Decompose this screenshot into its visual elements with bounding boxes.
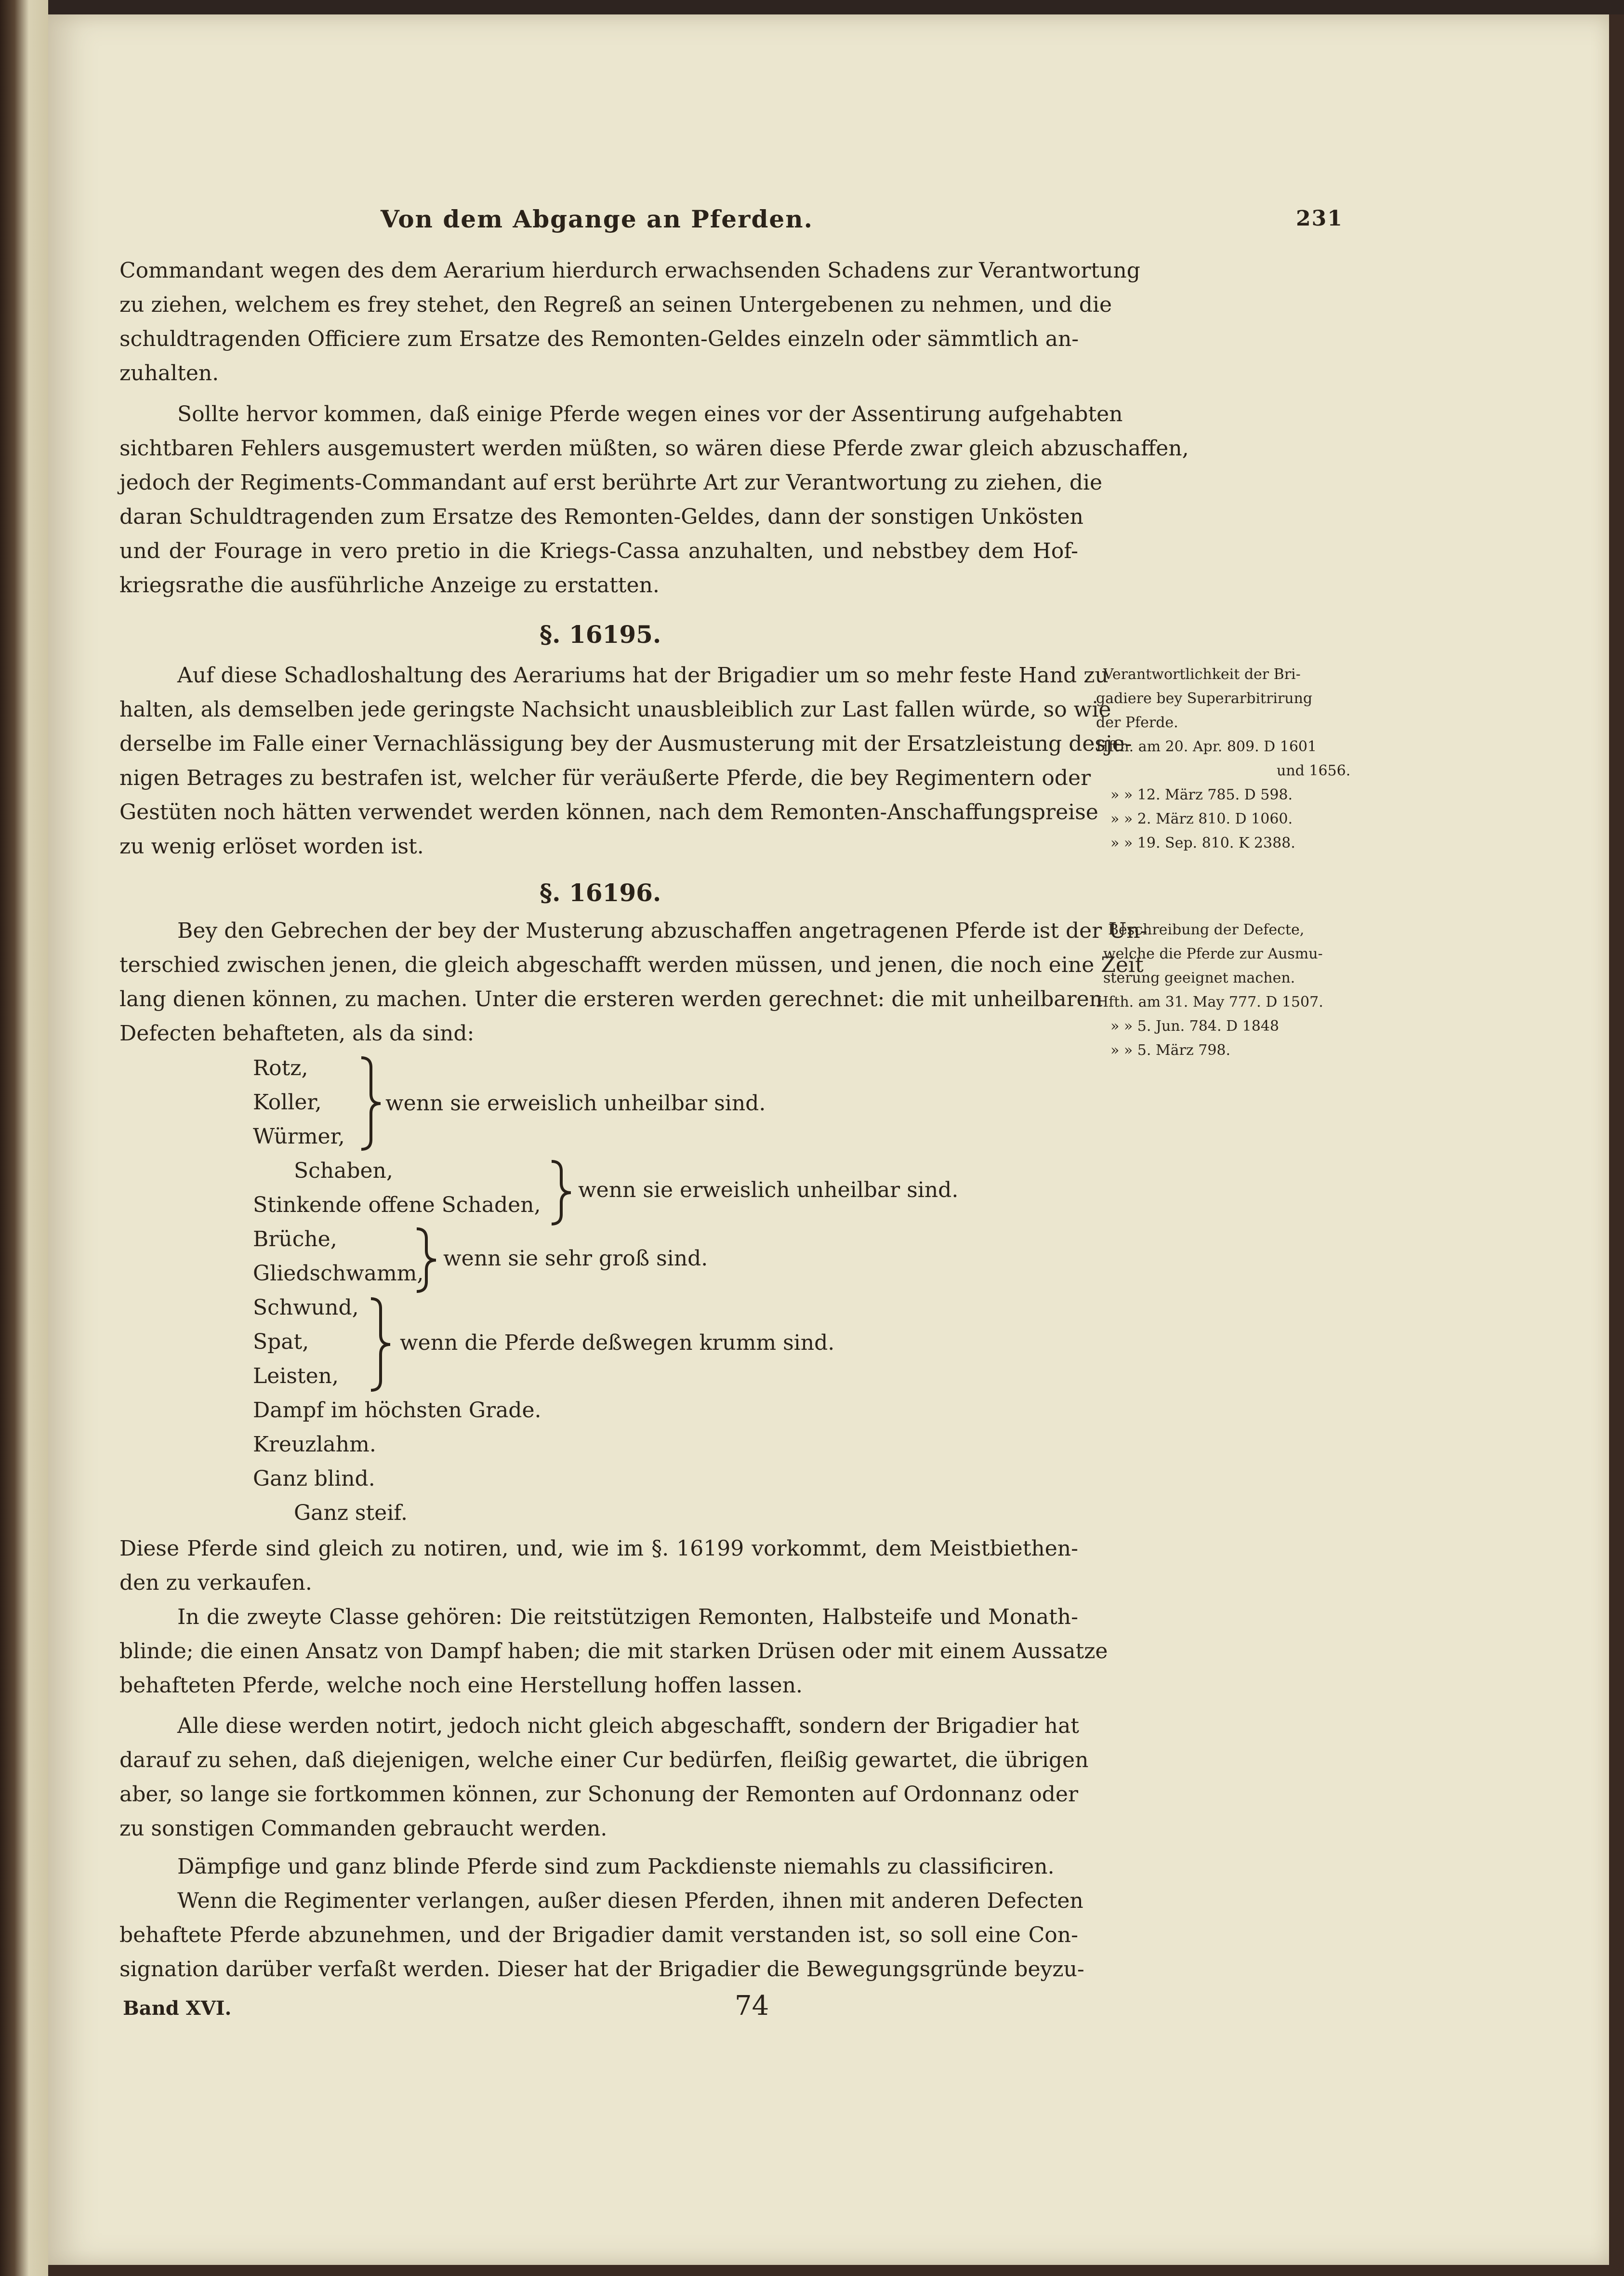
body-line: lang dienen können, zu machen. Unter die ersteren werden gerechnet: die mit unheilbaren <box>119 987 1103 1012</box>
defect-item: Würmer, <box>253 1124 345 1149</box>
margin-note-line: Verantwortlichkeit der Bri- <box>1103 666 1301 683</box>
body-line: zu sonstigen Commanden gebraucht werden. <box>119 1816 607 1841</box>
margin-note-line: welche die Pferde zur Ausmu- <box>1103 945 1323 962</box>
body-line: behafteten Pferde, welche noch eine Herstellung hoffen lassen. <box>119 1673 803 1698</box>
defect-item: Spat, <box>253 1330 309 1354</box>
defect-item: Ganz steif. <box>294 1501 408 1525</box>
margin-note-line: » » 2. März 810. D 1060. <box>1110 811 1293 827</box>
body-line: sichtbaren Fehlers ausgemustert werden müßten, so wären diese Pferde zwar gleich abzuschaffen, <box>119 436 1189 461</box>
margin-note-line: und 1656. <box>1277 762 1351 779</box>
defect-item: Dampf im höchsten Grade. <box>253 1398 541 1423</box>
body-line: kriegsrathe die ausführliche Anzeige zu erstatten. <box>119 573 660 598</box>
defect-note: wenn sie sehr groß sind. <box>443 1246 708 1271</box>
body-line: aber, so lange sie fortkommen können, zur Schonung der Remonten auf Ordonnanz oder <box>119 1782 1078 1807</box>
defect-item: Kreuzlahm. <box>253 1432 376 1457</box>
margin-note-line: » » 19. Sep. 810. K 2388. <box>1110 835 1295 852</box>
body-line: derselbe im Falle einer Vernachlässigung bey der Ausmusterung mit der Ersatzleistung desje- <box>119 732 1132 756</box>
defect-item: Rotz, <box>253 1056 308 1080</box>
body-line: Wenn die Regimenter verlangen, außer diesen Pferden, ihnen mit anderen Defecten <box>177 1889 1083 1913</box>
curly-brace <box>544 1159 578 1226</box>
defect-item: Gliedschwamm, <box>253 1261 424 1286</box>
body-line: zu ziehen, welchem es frey stehet, den Regreß an seinen Untergebenen zu nehmen, und die <box>119 293 1112 317</box>
defect-note: wenn sie erweislich unheilbar sind. <box>385 1091 766 1116</box>
section-number-16196: §. 16196. <box>540 878 661 907</box>
body-line: zuhalten. <box>119 361 219 386</box>
body-line: blinde; die einen Ansatz von Dampf haben; die mit starken Drüsen oder mit einem Aussatze <box>119 1639 1108 1664</box>
body-line: Sollte hervor kommen, daß einige Pferde wegen eines vor der Assentirung aufgehabten <box>177 402 1123 426</box>
body-line: Alle diese werden notirt, jedoch nicht gleich abgeschafft, sondern der Brigadier hat <box>177 1714 1079 1738</box>
body-line: Auf diese Schadloshaltung des Aerariums hat der Brigadier um so mehr feste Hand zu <box>177 663 1109 688</box>
volume-label: Band XVI. <box>123 1997 232 2020</box>
body-line: schuldtragenden Officiere zum Ersatze des Remonten-Geldes einzeln oder sämmtlich an- <box>119 327 1079 351</box>
margin-note-line: Hfth. am 20. Apr. 809. D 1601 <box>1096 738 1317 755</box>
margin-note-line: Beschreibung der Defecte, <box>1108 921 1305 938</box>
margin-note-line: der Pferde. <box>1096 714 1178 731</box>
book-spine-edge <box>0 0 48 2276</box>
body-line: und der Fourage in vero pretio in die Kriegs-Cassa anzuhalten, und nebstbey dem Hof- <box>119 539 1078 563</box>
body-line: halten, als demselben jede geringste Nachsicht unausbleiblich zur Last fallen würde, so wie <box>119 697 1111 722</box>
body-line: terschied zwischen jenen, die gleich abgeschafft werden müssen, und jenen, die noch eine Zeit <box>119 953 1144 977</box>
defect-note: wenn die Pferde deßwegen krumm sind. <box>400 1331 835 1355</box>
body-line: behaftete Pferde abzunehmen, und der Brigadier damit verstanden ist, so soll eine Con- <box>119 1923 1078 1947</box>
curly-brace <box>409 1226 443 1294</box>
defect-item: Schwund, <box>253 1295 359 1320</box>
curly-brace <box>361 1296 395 1393</box>
defect-item: Ganz blind. <box>253 1466 375 1491</box>
defect-item: Koller, <box>253 1090 322 1115</box>
page-number: 231 <box>1296 206 1343 231</box>
body-line: Defecten behafteten, als da sind: <box>119 1021 475 1046</box>
body-line: nigen Betrages zu bestrafen ist, welcher für veräußerte Pferde, die bey Regimentern oder <box>119 766 1091 790</box>
scan-top-edge <box>48 0 1624 14</box>
defect-item: Stinkende offene Schaden, <box>253 1193 541 1217</box>
body-line: darauf zu sehen, daß diejenigen, welche einer Cur bedürfen, fleißig gewartet, die übrigen <box>119 1748 1089 1772</box>
body-line: den zu verkaufen. <box>119 1571 312 1595</box>
body-line: zu wenig erlöset worden ist. <box>119 834 424 859</box>
margin-note-line: » » 12. März 785. D 598. <box>1110 786 1293 803</box>
defect-item: Brüche, <box>253 1227 337 1251</box>
running-header: Von dem Abgange an Pferden. <box>381 205 813 233</box>
margin-note-line: » » 5. Jun. 784. D 1848 <box>1110 1018 1279 1035</box>
body-line: Commandant wegen des dem Aerarium hierdurch erwachsenden Schadens zur Verantwortung <box>119 258 1140 283</box>
margin-note-line: gadiere bey Superarbitrirung <box>1096 690 1313 707</box>
body-line: jedoch der Regiments-Commandant auf erst berührte Art zur Verantwortung zu ziehen, die <box>119 470 1103 495</box>
curly-brace <box>352 1055 385 1152</box>
margin-note-line: » » 5. März 798. <box>1110 1042 1231 1059</box>
body-line: signation darüber verfaßt werden. Dieser hat der Brigadier die Bewegungsgründe beyzu- <box>119 1957 1084 1982</box>
body-line: Gestüten noch hätten verwendet werden können, nach dem Remonten-Anschaffungspreise <box>119 800 1098 825</box>
section-number-16195: §. 16195. <box>540 620 661 649</box>
margin-note-line: Hfth. am 31. May 777. D 1507. <box>1096 994 1323 1011</box>
signature-mark: 74 <box>735 1990 769 2022</box>
body-line: Dämpfige und ganz blinde Pferde sind zum Packdienste niemahls zu classificiren. <box>177 1854 1055 1879</box>
margin-note-line: sterung geeignet machen. <box>1103 970 1295 986</box>
body-line: In die zweyte Classe gehören: Die reitstützigen Remonten, Halbsteife und Monath- <box>177 1605 1078 1629</box>
body-line: Bey den Gebrechen der bey der Musterung abzuschaffen angetragenen Pferde ist der Un- <box>177 918 1148 943</box>
defect-note: wenn sie erweislich unheilbar sind. <box>578 1178 959 1202</box>
defect-item: Leisten, <box>253 1364 339 1388</box>
body-line: Diese Pferde sind gleich zu notiren, und, wie im §. 16199 vorkommt, dem Meistbiethen- <box>119 1536 1078 1561</box>
body-line: daran Schuldtragenden zum Ersatze des Remonten-Geldes, dann der sonstigen Unkösten <box>119 505 1083 529</box>
defect-item: Schaben, <box>294 1158 393 1183</box>
